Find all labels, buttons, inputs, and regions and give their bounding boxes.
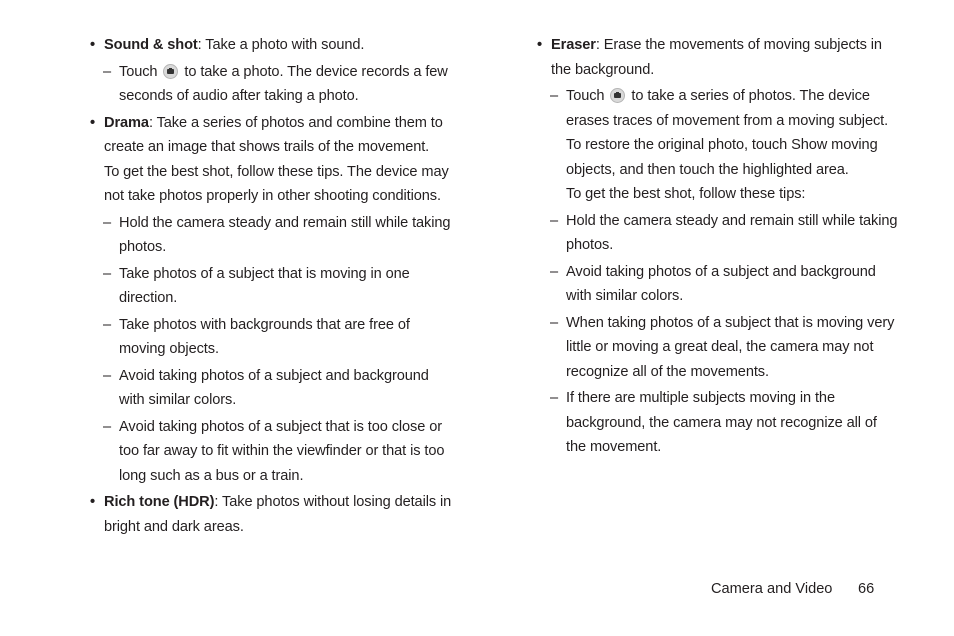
bullet-drama xyxy=(90,111,452,209)
bullet-sound-shot xyxy=(90,33,452,58)
dash-mark: – xyxy=(550,390,559,406)
eraser-tip-text: Hold the camera steady and remain still while taking photos. xyxy=(566,212,898,253)
eraser-tip-text: When taking photos of a subject that is moving very little or moving a great deal, the camera may not recognize all of the movements. xyxy=(566,314,895,380)
camera-shutter-icon xyxy=(163,64,178,79)
left-column xyxy=(90,33,452,541)
eraser-tip xyxy=(537,386,899,460)
eraser-tip-text: Avoid taking photos of a subject and background with similar colors. xyxy=(566,263,876,304)
touch-text-after: to take a photo. The device records a few seconds of audio after taking a photo. xyxy=(119,63,448,104)
eraser-tip xyxy=(537,260,899,309)
page-number: 66 xyxy=(858,581,875,597)
eraser-tip-text: If there are multiple subjects moving in the background, the camera may not recognize all of the movement. xyxy=(566,390,877,455)
drama-tip-text: Avoid taking photos of a subject that is too close or too far away to fit within the viewfinder or that is too long such as a bus or a train. xyxy=(119,418,445,484)
dash-mark: – xyxy=(103,63,112,80)
eraser-tip xyxy=(537,209,899,258)
dash-mark: – xyxy=(103,214,112,231)
touch-text-after: to take a series of photos. The device erases traces of movement from a moving subject. To restore the original photo, touch Show moving objects, and then touch the highlighted area. xyxy=(566,88,889,178)
drama-note: To get the best shot, follow these tips. The device may not take photos properly in other shooting conditions. xyxy=(104,163,449,204)
drama-tip xyxy=(90,364,452,413)
drama-tip xyxy=(90,313,452,362)
touch-text-before: Touch xyxy=(566,88,605,104)
right-column xyxy=(537,33,899,462)
desc-eraser: : Erase the movements of moving subjects in the background. xyxy=(551,37,882,78)
drama-tip-text: Take photos with backgrounds that are free of moving objects. xyxy=(119,316,410,357)
footer-section-title: Camera and Video xyxy=(711,581,833,597)
eraser-note: To get the best shot, follow these tips: xyxy=(566,186,806,202)
bullet-rich-tone xyxy=(90,490,452,539)
drama-tip xyxy=(90,262,452,311)
term-sound-shot: Sound & shot xyxy=(104,37,198,53)
desc-rich-tone: : Take photos without losing details in bright and dark areas. xyxy=(104,494,452,535)
desc-sound-shot: : Take a photo with sound. xyxy=(197,37,365,53)
dash-mark: – xyxy=(550,314,559,331)
dash-mark: – xyxy=(103,265,112,282)
sound-shot-touch-item xyxy=(90,60,452,109)
eraser-touch-item xyxy=(537,84,899,207)
term-rich-tone: Rich tone (HDR) xyxy=(104,494,215,510)
dash-mark: – xyxy=(550,212,559,229)
drama-tip-text: Hold the camera steady and remain still while taking photos. xyxy=(119,214,451,255)
drama-tip-text: Avoid taking photos of a subject and background with similar colors. xyxy=(119,367,429,408)
camera-shutter-icon xyxy=(610,88,625,103)
drama-tip-text: Take photos of a subject that is moving in one direction. xyxy=(119,265,410,306)
dash-mark: – xyxy=(103,316,112,333)
dash-mark: – xyxy=(103,418,112,435)
dash-mark: – xyxy=(550,88,559,104)
touch-text-before: Touch xyxy=(119,63,158,80)
eraser-tip xyxy=(537,311,899,385)
drama-tip xyxy=(90,211,452,260)
dash-mark: – xyxy=(103,367,112,384)
drama-tip xyxy=(90,415,452,489)
bullet-eraser xyxy=(537,33,899,82)
term-eraser: Eraser xyxy=(551,37,596,53)
dash-mark: – xyxy=(550,263,559,280)
term-drama: Drama xyxy=(104,114,149,131)
desc-drama: : Take a series of photos and combine them to create an image that shows trails of the movement. xyxy=(104,114,443,155)
